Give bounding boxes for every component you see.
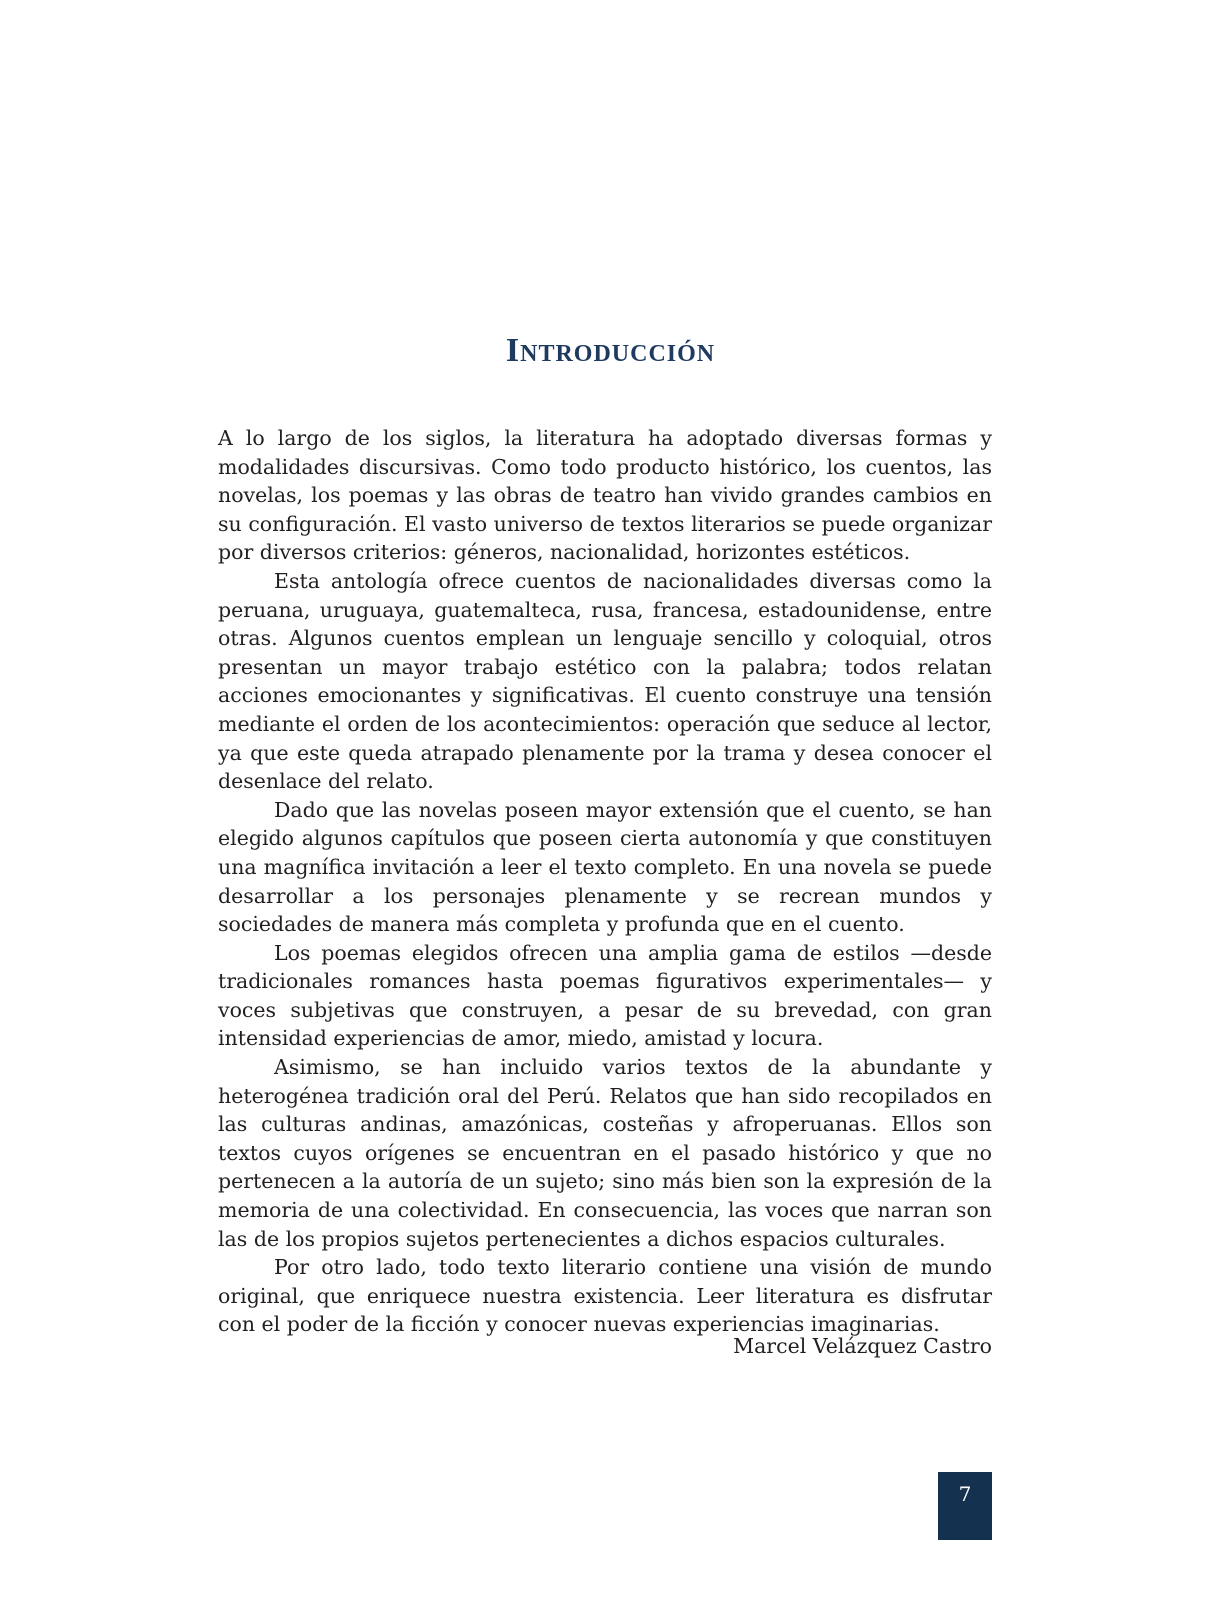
paragraph-3: Dado que las novelas poseen mayor extensión que el cuento, se han elegido algunos capítulos que poseen cierta autonomía y que constituyen una magnífica invitación a leer el texto completo. En una novela se puede desarrollar a los personajes plenamente y se recrean mundos y sociedades de manera más completa y profunda que en el cuento. [218, 797, 992, 937]
paragraph-4: Los poemas elegidos ofrecen una amplia gama de estilos —desde tradicionales romances hasta poemas figurativos experimentales— y voces subjetivas que construyen, a pesar de su brevedad, con gran intensidad experiencias de amor, miedo, amistad y locura. [218, 940, 992, 1051]
body-text [218, 424, 992, 1339]
paragraph-1: A lo largo de los siglos, la literatura ha adoptado diversas formas y modalidades discursivas. Como todo producto histórico, los cuentos, las novelas, los poemas y las obras de teatro han vivido grandes cambios en su configuración. El vasto universo de textos literarios se puede organizar por diversos criterios: géneros, nacionalidad, horizontes estéticos. [218, 426, 992, 565]
page-title: Introducción [505, 332, 716, 369]
paragraph-6: Por otro lado, todo texto literario contiene una visión de mundo original, que enriquece nuestra existencia. Leer literatura es disfrutar con el poder de la ficción y conocer nuevas experiencias imaginarias. [218, 1255, 992, 1337]
paragraph-2: Esta antología ofrece cuentos de nacionalidades diversas como la peruana, uruguaya, guatemalteca, rusa, francesa, estadounidense, entre otras. Algunos cuentos emplean un lenguaje sencillo y coloquial, otros presentan un mayor trabajo estético con la palabra; todos relatan acciones emocionantes y significativas. El cuento construye una tensión mediante el orden de los acontecimientos: operación que seduce al lector, ya que este queda atrapado plenamente por la trama y desea conocer el desenlace del relato. [218, 568, 992, 794]
author-signature: Marcel Velázquez Castro [733, 1334, 992, 1358]
paragraph-5: Asimismo, se han incluido varios textos de la abundante y heterogénea tradición oral del Perú. Relatos que han sido recopilados en las culturas andinas, amazónicas, costeñas y afroperuanas. Ellos son textos cuyos orígenes se encuentran en el pasado histórico y que no pertenecen a la autoría de un sujeto; sino más bien son la expresión de la memoria de una colectividad. En consecuencia, las voces que narran son las de los propios sujetos pertenecientes a dichos espacios culturales. [218, 1055, 992, 1251]
page-number: 7 [958, 1482, 972, 1506]
page-number-badge [938, 1472, 992, 1540]
